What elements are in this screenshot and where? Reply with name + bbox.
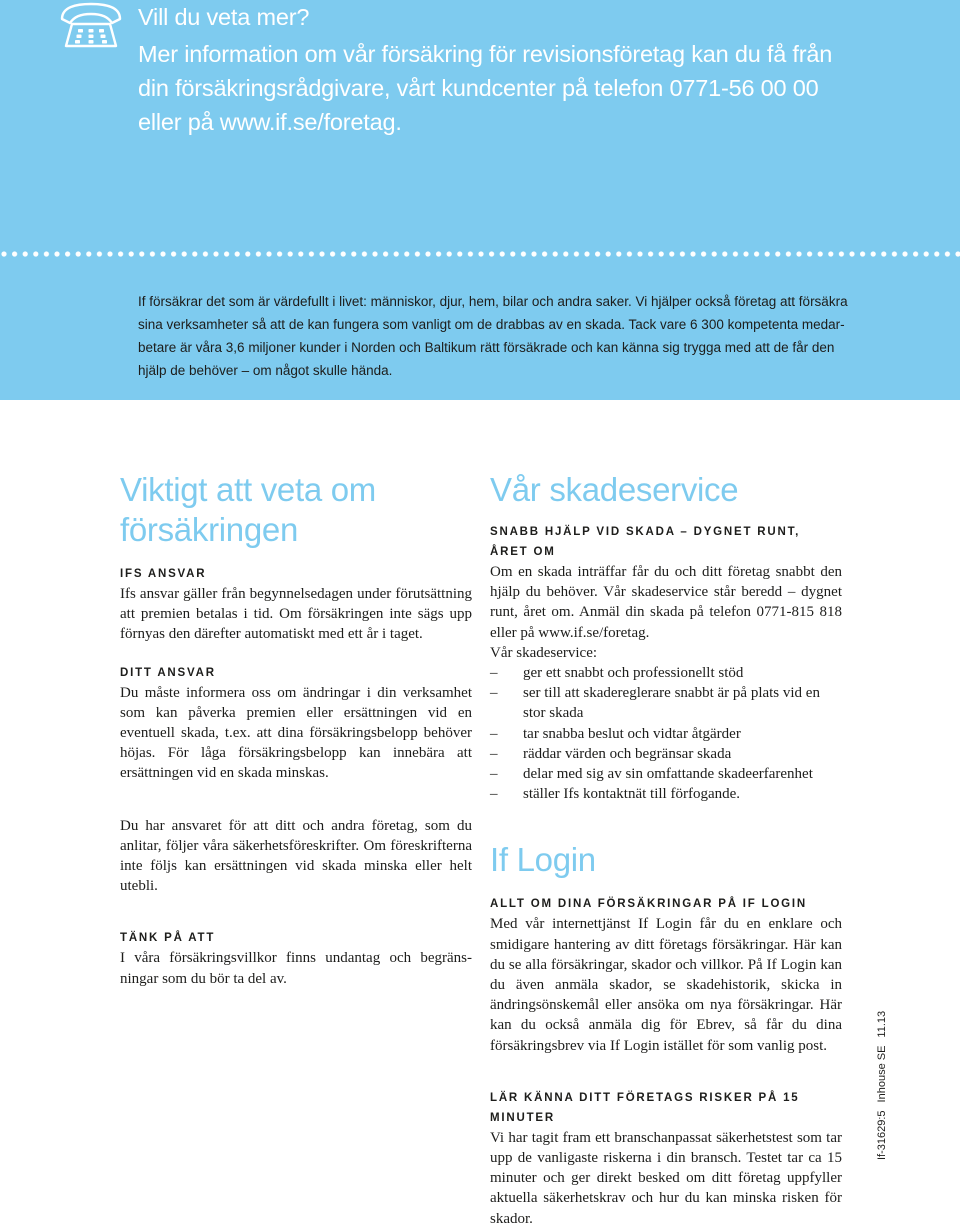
- skadeservice-list: [490, 663, 842, 804]
- right-column: [490, 470, 842, 1229]
- document-code: If-31629:5Inhouse SE11.13: [876, 1010, 888, 1160]
- company-description: If försäkrar det som är värdefullt i livet: människor, djur, hem, bilar och andra saker. Vi hjälper också företag att försäkra sina verksamheter så att de kan fungera som vanligt om de drabbas av en skada. Tack vare 6 300 kompetenta medarbetare är våra 3,6 miljoner kunder i Norden och Baltikum rätt försäkrade och kan känna sig trygga med att de får den hjälp de behöver – om något skulle hända.: [138, 294, 848, 378]
- list-item: – ger ett snabbt och professionellt stöd: [490, 665, 744, 682]
- heading-allt-om-forsakringar: ALLT OM DINA FÖRSÄKRINGAR PÅ IF LOGIN: [490, 898, 808, 911]
- banner-heading: Vill du veta mer?: [138, 4, 310, 30]
- text-tank-pa-att: I våra försäkringsvillkor finns undantag och begränsningar som du bör ta del av.: [120, 950, 472, 987]
- skadeservice-list-intro: Vår skadeservice:: [490, 644, 598, 661]
- info-banner: [0, 0, 960, 400]
- list-item: – ser till att skadereglerare snabbt är på plats vid en stor skada: [490, 685, 820, 722]
- telephone-icon: [58, 2, 124, 50]
- heading-risker-15-minuter: LÄR KÄNNA DITT FÖRETAGS RISKER PÅ 15 MINUTER: [490, 1091, 800, 1124]
- text-ditt-ansvar: Du måste informera oss om ändringar i din verksamhet som kan påverka premien eller ersättningen vid en eventuell skada, t.ex. att dina försäkringsbelopp behöver höjas. För låga försäkringsbelopp kan innebära att ersättningen vid en skada minskas.: [120, 684, 472, 782]
- text-sakerhetstest: Vi har tagit fram ett branschanpassat säkerhetstest som tar upp de vanligaste riskerna i din bransch. Testet tar ca 15 minuter och ger direkt besked om ditt företag uppfyller aktuella säkerhetskrav och hur du kan minska risken för skador.: [490, 1129, 842, 1227]
- section-title-viktigt: Viktigt att veta om försäkringen: [120, 471, 376, 548]
- list-item: – ställer Ifs kontaktnät till förfogande.: [490, 786, 741, 803]
- list-item: – delar med sig av sin omfattande skadeerfarenhet: [490, 766, 813, 783]
- left-column: [120, 470, 472, 989]
- text-if-login: Med vår internettjänst If Login får du en enklare och smidigare hantering av ditt företags försäkringar. Här kan du se alla försäkringar, skador och villkor. På If Login kan du även anmäla skador, se skadehistorik, skicka in ändringsönskemål eller ansöka om nya försäkringar. Här kan du också anmäla dig för Ebrev, så får du dina försäkringsbrev via If Login istället för som vanlig post.: [490, 916, 842, 1054]
- section-title-skadeservice: Vår skadeservice: [490, 471, 739, 508]
- heading-ifs-ansvar: IFS ANSVAR: [120, 568, 207, 580]
- dotted-separator: [0, 249, 960, 259]
- text-ifs-ansvar: Ifs ansvar gäller från begynnelsedagen under förutsättning att premien betalas i tid. Om försäkringen inte sägs upp förnyas den därefter automatiskt med ett år i taget.: [120, 586, 472, 643]
- contact-info: Mer information om vår försäkring för revisionsföretag kan du få från din försäkringsrådgivare, vårt kundcenter på telefon 0771-56 00 00 eller på www.if.se/foretag.: [138, 41, 833, 135]
- list-item: – tar snabba beslut och vidtar åtgärder: [490, 725, 741, 742]
- text-skadeservice: Om en skada inträffar får du och ditt företag snabbt den hjälp du behöver. Vår skadeservice står beredd – dygnet runt, året om. Anmäl din skada på telefon 0771-815 818 eller på www.if.se/foretag.: [490, 564, 842, 641]
- heading-tank-pa-att: TÄNK PÅ ATT: [120, 932, 216, 945]
- text-sakerhetsforeskrifter: Du har ansvaret för att ditt och andra företag, som du anlitar, följer våra säkerhetsföreskrifter. Om föreskrifterna inte följs kan ersättningen vid skada minska eller helt utebli.: [120, 817, 472, 895]
- heading-ditt-ansvar: DITT ANSVAR: [120, 666, 216, 679]
- list-item: – räddar värden och begränsar skada: [490, 745, 732, 762]
- section-title-if-login: If Login: [490, 841, 596, 879]
- heading-snabb-hjalp: SNABB HJÄLP VID SKADA – DYGNET RUNT, ÅRET OM: [490, 526, 801, 558]
